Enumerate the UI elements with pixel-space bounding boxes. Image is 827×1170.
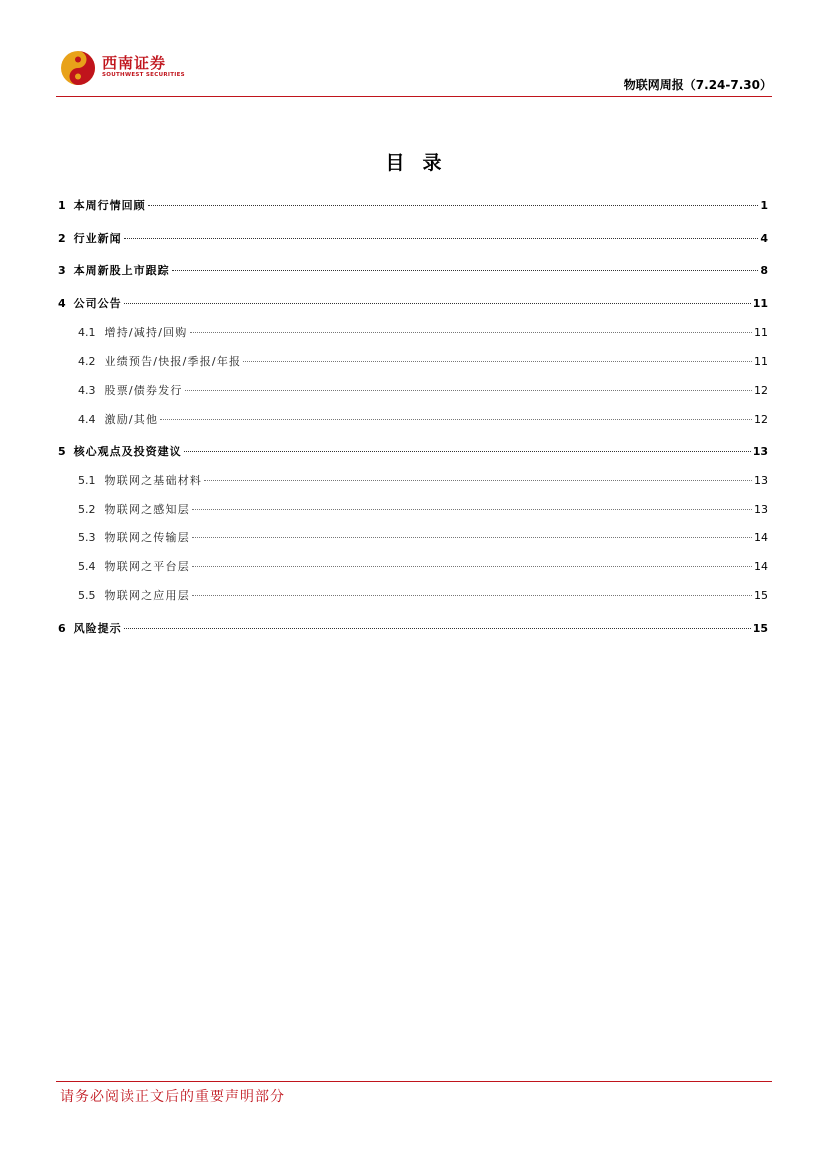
toc-entry-page-number: 8 <box>760 264 768 277</box>
toc-dot-leader <box>192 509 752 510</box>
toc-entry-page-number: 13 <box>754 503 768 516</box>
toc-entry-label: 物联网之平台层 <box>104 560 190 573</box>
toc-entry-label: 公司公告 <box>73 297 122 310</box>
toc-entry[interactable] <box>58 197 768 213</box>
toc-entry-number: 6 <box>58 622 66 635</box>
footer-divider <box>56 1081 772 1082</box>
toc-entry-page-number: 15 <box>754 589 768 602</box>
toc-entry[interactable] <box>58 262 768 278</box>
toc-entry-number: 5.4 <box>78 560 96 573</box>
toc-entry-page-number: 11 <box>754 326 768 339</box>
table-of-contents <box>58 0 768 700</box>
toc-dot-leader <box>124 628 751 629</box>
toc-entry-number: 4.3 <box>78 384 96 397</box>
toc-dot-leader <box>124 238 759 239</box>
toc-entry[interactable] <box>58 443 768 459</box>
toc-entry-page-number: 15 <box>752 622 768 635</box>
toc-dot-leader <box>204 480 752 481</box>
toc-entry-number: 4.1 <box>78 326 96 339</box>
toc-entry-label: 风险提示 <box>73 622 122 635</box>
toc-entry-number: 5.5 <box>78 589 96 602</box>
toc-entry-label: 物联网之传输层 <box>104 531 190 544</box>
toc-entry[interactable] <box>58 411 768 427</box>
toc-entry[interactable] <box>58 587 768 603</box>
toc-entry[interactable] <box>58 472 768 488</box>
toc-title: 目录 <box>385 152 460 174</box>
toc-entry-label: 业绩预告/快报/季报/年报 <box>104 355 242 368</box>
toc-entry-page-number: 11 <box>754 355 768 368</box>
toc-dot-leader <box>192 595 752 596</box>
toc-dot-leader <box>184 451 751 452</box>
toc-entry-label: 核心观点及投资建议 <box>73 445 182 458</box>
toc-dot-leader <box>243 361 752 362</box>
toc-entry-page-number: 12 <box>754 384 768 397</box>
toc-entry-page-number: 13 <box>754 474 768 487</box>
toc-entry[interactable] <box>58 501 768 517</box>
toc-entry-page-number: 11 <box>752 297 768 310</box>
toc-entry-label: 股票/债券发行 <box>104 384 183 397</box>
toc-entry-number: 5.2 <box>78 503 96 516</box>
toc-entry-page-number: 12 <box>754 413 768 426</box>
brand-name-en: SOUTHWEST SECURITIES <box>102 72 185 78</box>
toc-entry-number: 5.1 <box>78 474 96 487</box>
toc-dot-leader <box>124 303 751 304</box>
toc-entry[interactable] <box>58 620 768 636</box>
toc-entry-number: 4.4 <box>78 413 96 426</box>
toc-entry[interactable] <box>58 353 768 369</box>
toc-dot-leader <box>160 419 752 420</box>
toc-dot-leader <box>185 390 752 391</box>
toc-entry-page-number: 14 <box>754 531 768 544</box>
toc-entry[interactable] <box>58 295 768 311</box>
toc-entry-number: 5.3 <box>78 531 96 544</box>
toc-entry-number: 4.2 <box>78 355 96 368</box>
toc-dot-leader <box>190 332 752 333</box>
toc-entry-number: 2 <box>58 232 66 245</box>
toc-dot-leader <box>192 537 752 538</box>
toc-entry-page-number: 1 <box>760 199 768 212</box>
toc-dot-leader <box>172 270 759 271</box>
footer-disclaimer: 请务必阅读正文后的重要声明部分 <box>60 1089 285 1105</box>
toc-entry-label: 本周新股上市跟踪 <box>73 264 170 277</box>
toc-entry[interactable] <box>58 382 768 398</box>
toc-entry-page-number: 4 <box>760 232 768 245</box>
toc-entry-label: 本周行情回顾 <box>73 199 146 212</box>
toc-entry-label: 行业新闻 <box>73 232 122 245</box>
toc-entry[interactable] <box>58 230 768 246</box>
toc-entry-label: 物联网之基础材料 <box>104 474 203 487</box>
brand-name-cn: 西南证券 <box>102 54 167 72</box>
toc-entry-number: 5 <box>58 445 66 458</box>
toc-entry-label: 物联网之应用层 <box>104 589 190 602</box>
report-title: 物联网周报（7.24-7.30） <box>623 78 772 92</box>
toc-entry-number: 4 <box>58 297 66 310</box>
toc-entry[interactable] <box>58 324 768 340</box>
toc-entry-label: 激励/其他 <box>104 413 159 426</box>
toc-entry-label: 增持/减持/回购 <box>104 326 188 339</box>
toc-entry[interactable] <box>58 529 768 545</box>
toc-dot-leader <box>148 205 759 206</box>
toc-dot-leader <box>192 566 752 567</box>
toc-entry-label: 物联网之感知层 <box>104 503 190 516</box>
toc-entry-number: 3 <box>58 264 66 277</box>
toc-entry-page-number: 14 <box>754 560 768 573</box>
toc-entry[interactable] <box>58 558 768 574</box>
toc-entry-page-number: 13 <box>752 445 768 458</box>
toc-entry-number: 1 <box>58 199 66 212</box>
